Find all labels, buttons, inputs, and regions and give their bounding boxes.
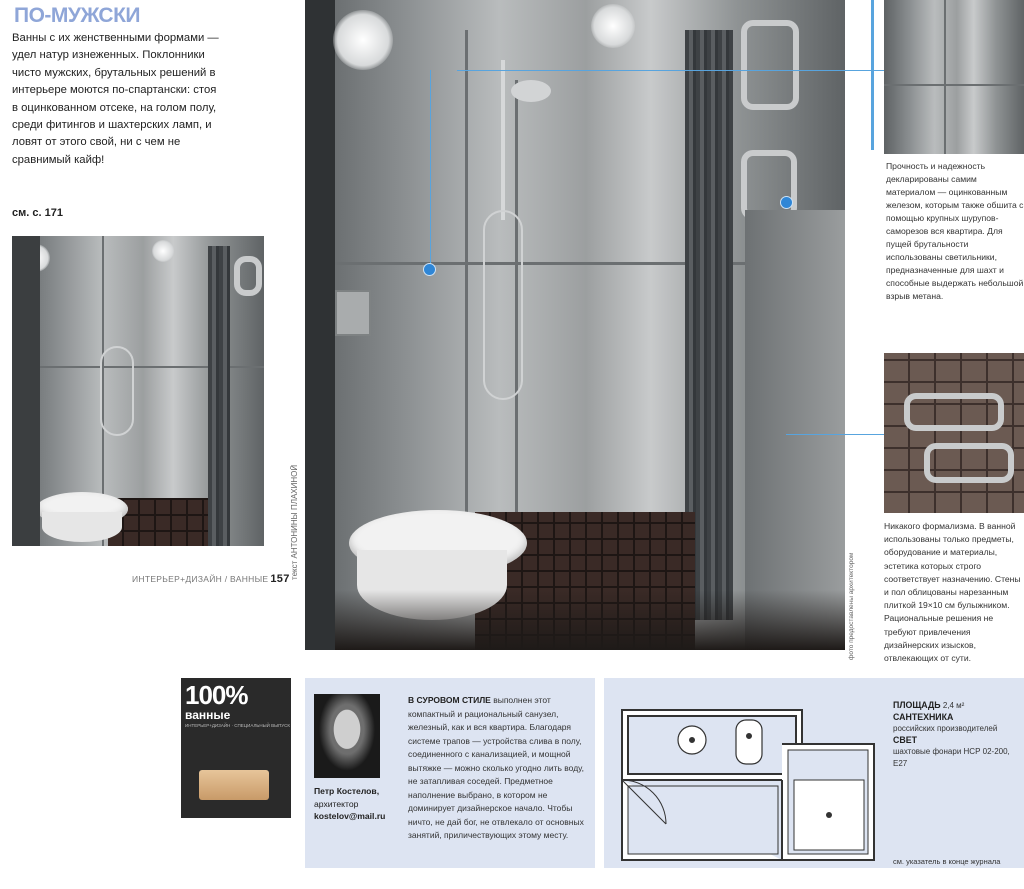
callout-dot-left[interactable]	[423, 263, 436, 276]
page-number: 157	[270, 573, 290, 585]
specs-block	[893, 700, 1023, 769]
spec-plumbing-value: российских производителей	[893, 724, 998, 733]
caption-metal: Прочность и надежность декларированы самим материалом — оцинкованным железом, которым также обшита с помощью крупных шурупов-саморезов вся квартира. Для пущей брутальности использованы светильники, предназначенные для шахт и способные выдержать небольшой взрыв метана.	[886, 161, 1024, 301]
spec-plumbing-label: САНТЕХНИКА	[893, 711, 954, 722]
architect-name: Петр Костелов,	[314, 786, 380, 796]
photo-credit: фото предоставлены архитектором	[848, 552, 855, 660]
bathtub-illustration	[199, 770, 269, 800]
architect-email[interactable]: kostelov@mail.ru	[314, 811, 386, 821]
magazine-cover[interactable]	[181, 678, 291, 818]
see-also-link[interactable]: см. с. 171	[12, 207, 63, 219]
index-footnote: см. указатель в конце журнала	[893, 857, 1001, 866]
cover-name: ванные	[185, 708, 231, 722]
spec-light-value: шахтовые фонари НСР 02-200, Е27	[893, 747, 1010, 768]
article-title: ПО-МУЖСКИ	[14, 4, 141, 27]
folio-section: ИНТЕРЬЕР+ДИЗАЙН / ВАННЫЕ	[132, 574, 269, 584]
callout-line-4	[871, 0, 874, 150]
cover-number: 100%	[185, 680, 248, 710]
callout-line-3	[786, 434, 884, 435]
spec-light-label: СВЕТ	[893, 734, 917, 745]
callout-line-1	[457, 70, 887, 71]
architect-body: выполнен этот компактный и рациональный санузел, железный, как и вся квартира. Благодаря системе трапов — устройства слива в полу, соединенного с канализацией, и мощной вытяжке — можно сколько угодно лить воду, не затапливая соседей. Предметное наполнение выбрано, в котором не доминирует дизайнерское начало. Чтобы ничто, не дай бог, не отвлекало от основных занятий, приличествующих этому месту.	[408, 695, 584, 840]
callout-dot-right[interactable]	[780, 196, 793, 209]
caption-tiles: Никакого формализма. В ванной использованы только предметы, оборудование и материалы, эстетика которых строго соответствует назначению. Стены и пол облицованы нарезанным плиткой 19×10 см булыжником. Рациональные решения не требуют привлечения дизайнерских изысков, отвлекающих от сути.	[884, 521, 1021, 664]
bathroom-photo-small	[12, 236, 264, 546]
spec-area-label: ПЛОЩАДЬ	[893, 700, 941, 710]
architect-text	[408, 694, 592, 843]
architect-role: архитектор	[314, 798, 359, 809]
architect-portrait	[314, 694, 380, 778]
tile-rail-photo	[884, 353, 1024, 513]
article-intro: Ванны с их женственными формами — удел натур изнеженных. Поклонники чисто мужских, брутальных решений в интерьере моются по-спартански: стоя в оцинкованном отсеке, на голом полу, среди фитингов и шахтерских ламп, и ловят от этого свой, ни с чем не сравнимый кайф!	[12, 32, 219, 166]
callout-line-2	[430, 70, 431, 270]
architect-info	[314, 785, 385, 823]
metal-wall-photo	[884, 0, 1024, 154]
bathroom-photo-main	[305, 0, 845, 650]
architect-lead: В СУРОВОМ СТИЛЕ	[408, 695, 491, 705]
floor-plan	[612, 690, 892, 870]
cover-tagline: ИНТЕРЬЕР+ДИЗАЙН · СПЕЦИАЛЬНЫЙ ВЫПУСК	[185, 723, 291, 728]
page-folio	[132, 573, 290, 585]
spec-area-value: 2,4 м²	[942, 701, 965, 710]
text-credit: текст АНТОНИНЫ ПЛАХИНОЙ	[290, 464, 299, 580]
